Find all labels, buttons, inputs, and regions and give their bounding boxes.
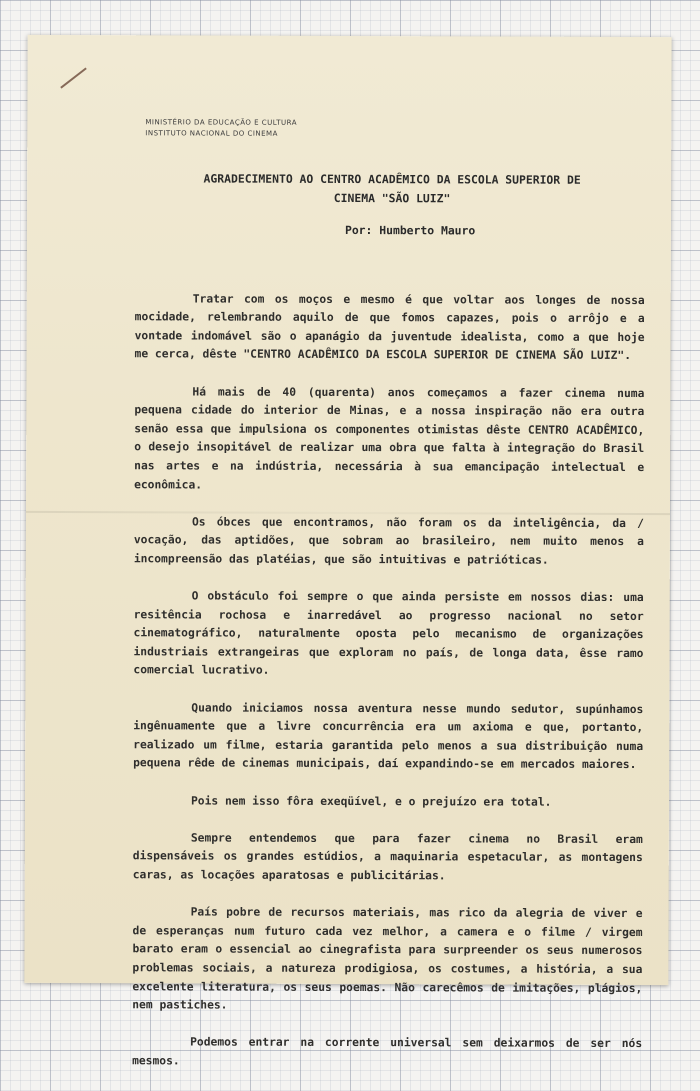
document-sheet xyxy=(24,35,671,1068)
paragraph: Há mais de 40 (quarenta) anos começamos a fazer cinema numa pequena cidade do interior de Minas, e a nossa inspiração não era outra senão essa que impulsiona os componentes otimistas dêste CENTRO ACADÊMICO, o desejo insopitável de realizar uma obra que falta à integração do Brasil nas artes e na indústria, necessária à sua emancipação intelectual e econômica. xyxy=(134,385,645,492)
paragraph: Quando iniciamos nossa aventura nesse mundo sedutor, supúnhamos ingênuamente que a livre concurrência era um axioma e que, portanto, realizado um filme, estaria garantida pelo menos a sua distribuição numa pequena rêde de cinemas municipais, daí expandindo-se em mercados maiores. xyxy=(133,701,644,772)
document-body xyxy=(132,271,645,1091)
ministry-name: MINISTÉRIO DA EDUCAÇÃO E CULTURA xyxy=(145,118,298,127)
institute-name: INSTITUTO NACIONAL DO CINEMA xyxy=(145,129,278,138)
paragraph: País pobre de recursos materiais, mas rico da alegria de viver e de esperanças num futuro cada vez melhor, a camera e o filme / virgem barato eram o essencial ao cinegrafista para surpreender os seus numerosos problemas sociais, a natureza prodigiosa, os costumes, a história, a sua excelente literatura, os seus poemas. Não carecêmos de imitações, plágios, nem pastiches. xyxy=(132,905,643,1012)
pen-mark xyxy=(60,67,87,88)
paragraph: Os óbces que encontramos, não foram os da inteligência, da / vocação, das aptidões, que sobram ao brasileiro, nem muito menos a incompreensão das platéias, que são intuitivas e patrióticas. xyxy=(133,515,644,567)
paragraph: Tratar com os moços e mesmo é que voltar aos longes de nossa mocidade, relembrando aquilo de que fomos capazes, pois o arrôjo e a vontade indomável são o apanágio da juventude idealista, como a que hoje me cerca, dêste "CENTRO ACADÊMICO DA ESCOLA SUPERIOR DE CINEMA SÃO LUIZ". xyxy=(134,292,645,363)
paragraph: Sempre entendemos que para fazer cinema no Brasil eram dispensáveis os grandes estúdios, a maquinaria espetacular, as montagens caras, as locações aparatosas e publicitárias. xyxy=(132,831,643,883)
byline: Por: Humberto Mauro xyxy=(344,222,476,238)
title-line-2: CINEMA "SÃO LUIZ" xyxy=(333,190,451,206)
title-line-1: AGRADECIMENTO AO CENTRO ACADÊMICO DA ESCOLA SUPERIOR DE xyxy=(203,171,581,187)
paragraph: Podemos entrar na corrente universal sem deixarmos de ser nós mesmos. xyxy=(132,1035,643,1068)
paragraph: O obstáculo foi sempre o que ainda persiste em nossos dias: uma resitência rochosa e inarredável ao progresso nacional no setor cinematográfico, naturalmente oposta pelo mecanismo de organizações industriais extrangeiras que exploram no país, de longa data, êsse ramo comercial lucrativo. xyxy=(133,589,644,678)
letterhead xyxy=(145,117,297,140)
document-title xyxy=(157,169,627,209)
paragraph: Pois nem isso fôra exeqüível, e o prejuízo era total. xyxy=(190,794,552,809)
